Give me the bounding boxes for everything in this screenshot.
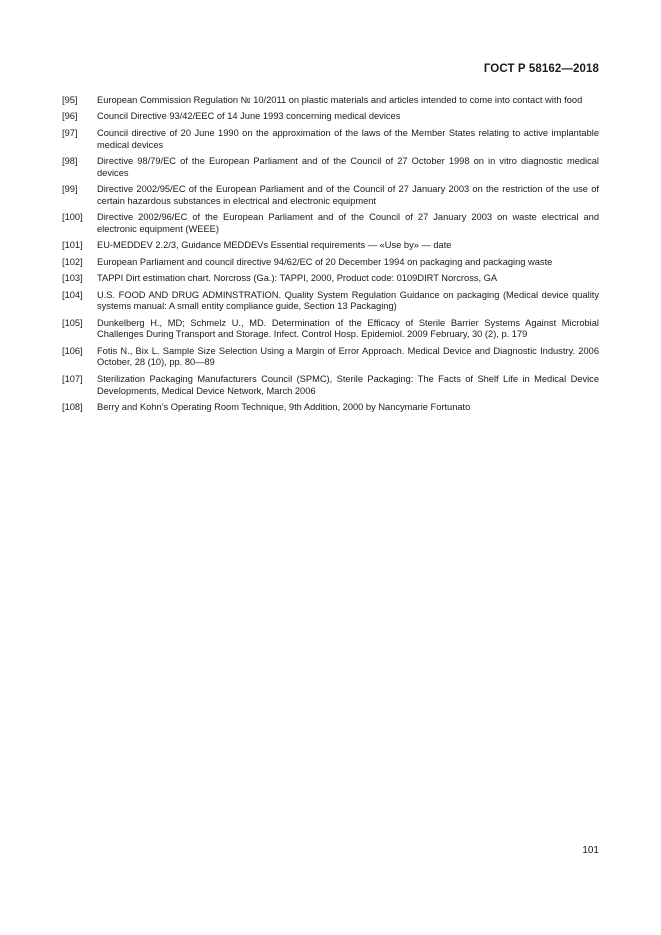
reference-item — [62, 257, 599, 269]
reference-text: EU-MEDDEV 2.2/3, Guidance MEDDEVs Essential requirements — «Use by» — date — [97, 240, 452, 251]
reference-item — [62, 111, 599, 123]
reference-item — [62, 240, 599, 252]
standard-designation: ГОСТ Р 58162—2018 — [483, 63, 599, 75]
reference-number: [103] — [62, 273, 83, 284]
reference-number: [98] — [62, 156, 78, 167]
reference-item — [62, 273, 599, 285]
reference-number: [104] — [62, 289, 83, 300]
reference-text: Directive 2002/95/EC of the European Parliament and of the Council of 27 January 2003 on the restriction of the use of certain hazardous substances in electrical and electronic equipment — [97, 184, 599, 206]
reference-number: [101] — [62, 240, 83, 251]
reference-number: [100] — [62, 212, 83, 223]
reference-item — [62, 402, 599, 414]
reference-item — [62, 290, 599, 313]
reference-text: European Commission Regulation № 10/2011 on plastic materials and articles intended to come into contact with food — [97, 95, 583, 105]
reference-number: [108] — [62, 402, 83, 413]
reference-number: [95] — [62, 95, 78, 105]
reference-item — [62, 346, 599, 369]
reference-text: European Parliament and council directive 94/62/EC of 20 December 1994 on packaging and packaging waste — [97, 256, 553, 267]
reference-text: Berry and Kohn’s Operating Room Technique, 9th Addition, 2000 by Nancymarie Fortunato — [97, 402, 471, 413]
reference-number: [105] — [62, 317, 83, 328]
reference-text: Directive 98/79/EC of the European Parliament and of the Council of 27 October 1998 on in vitro diagnostic medical devices — [97, 156, 599, 178]
bibliography-list — [62, 95, 599, 419]
reference-item — [62, 128, 599, 151]
reference-item — [62, 95, 599, 107]
reference-number: [102] — [62, 256, 83, 267]
reference-text: Council directive of 20 June 1990 on the approximation of the laws of the Member States relating to active implantable medical devices — [97, 127, 599, 150]
reference-text: TAPPI Dirt estimation chart. Norcross (Ga.): TAPPI, 2000, Product code: 0109DIRT Norcross, GA — [97, 273, 498, 284]
reference-item — [62, 374, 599, 397]
page-number: 101 — [582, 845, 599, 856]
reference-item — [62, 156, 599, 179]
reference-item — [62, 318, 599, 341]
reference-text: Dunkelberg H., MD; Schmelz U., MD. Determination of the Efficacy of Sterile Barrier Systems Against Microbial Challenges During Transport and Storage. Infect. Control Hosp. Epidemiol. 2009 February, 30 (2), p. 179 — [97, 317, 599, 340]
reference-number: [107] — [62, 373, 83, 384]
reference-number: [97] — [62, 127, 78, 138]
reference-number: [106] — [62, 345, 83, 356]
reference-text: Directive 2002/96/EC of the European Parliament and of the Council of 27 January 2003 on waste electrical and electronic equipment (WEEE) — [97, 212, 599, 234]
reference-text: Sterilization Packaging Manufacturers Council (SPMC), Sterile Packaging: The Facts of Shelf Life in Medical Device Developments, Medical Device Network, March 2006 — [97, 373, 599, 396]
reference-text: Fotis N., Bix L. Sample Size Selection Using a Margin of Error Approach. Medical Device and Diagnostic Industry. 2006 October, 28 (10), pp. 80—89 — [97, 345, 599, 368]
reference-number: [96] — [62, 111, 78, 122]
reference-item — [62, 184, 599, 207]
reference-item — [62, 212, 599, 235]
reference-number: [99] — [62, 184, 78, 195]
reference-text: U.S. FOOD AND DRUG ADMINSTRATION. Quality System Regulation Guidance on packaging (Medical device quality systems manual: A small entity compliance guide, Section 13 Packaging) — [97, 289, 599, 312]
reference-text: Council Directive 93/42/EEC of 14 June 1993 concerning medical devices — [97, 111, 401, 122]
